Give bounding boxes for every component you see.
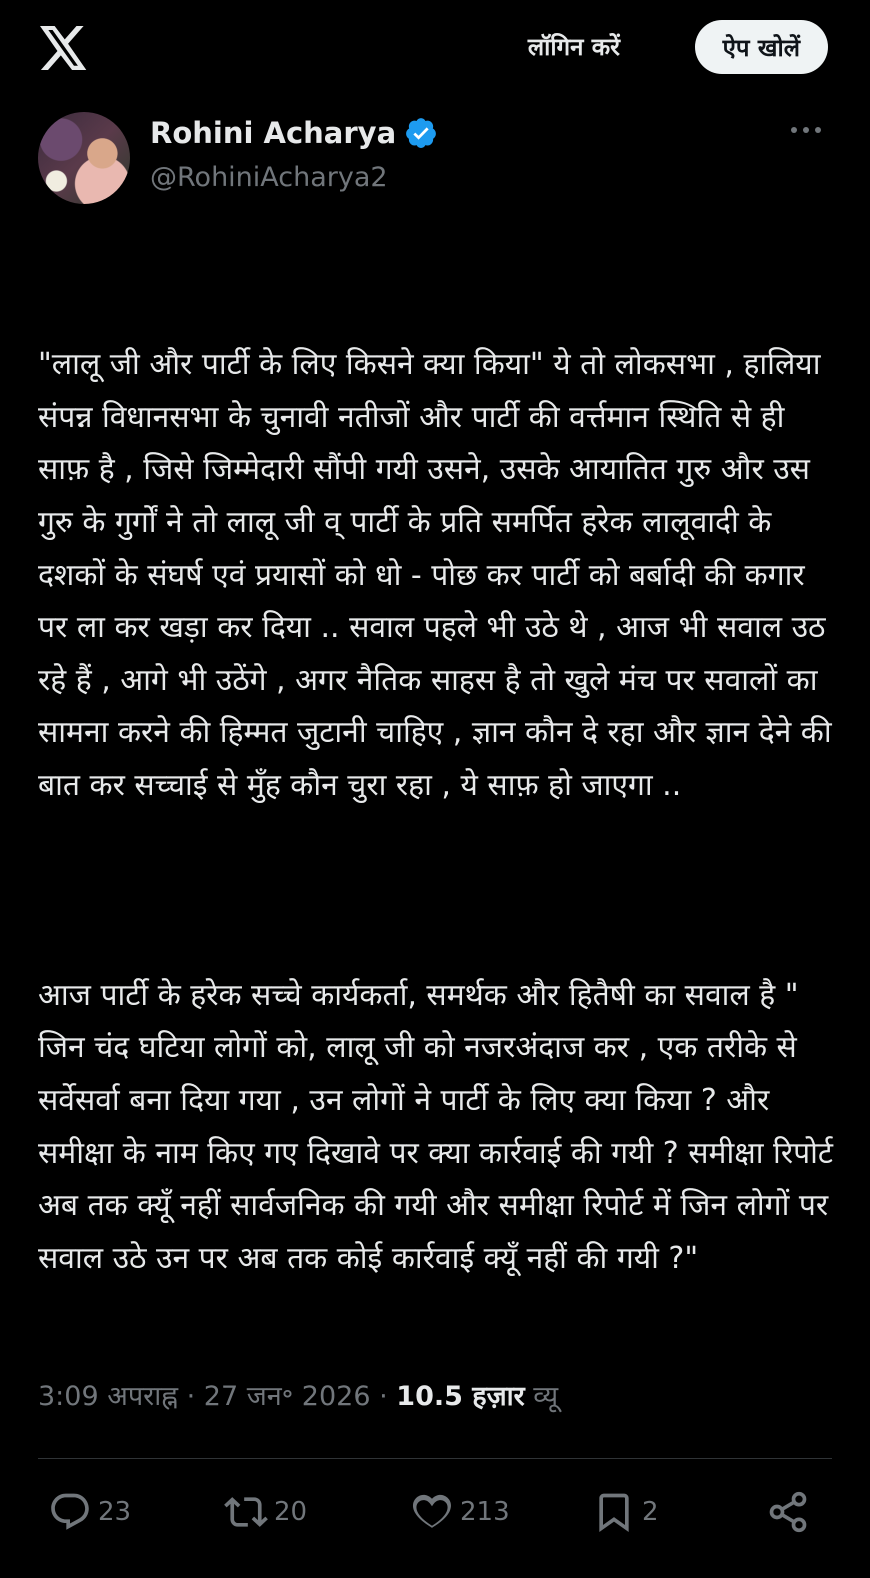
author-name[interactable]: Rohini Acharya — [150, 116, 397, 150]
tweet-time[interactable]: 3:09 अपराह्न — [38, 1381, 179, 1412]
repost-icon — [224, 1490, 268, 1534]
bookmark-button[interactable] — [592, 1490, 659, 1534]
open-app-button[interactable]: ऐप खोलें — [695, 20, 828, 74]
avatar[interactable] — [38, 112, 130, 204]
reply-button[interactable] — [48, 1490, 131, 1534]
share-icon — [766, 1490, 810, 1534]
tweet-text — [38, 234, 843, 1338]
reply-count: 23 — [98, 1497, 132, 1527]
tweet-date[interactable]: 27 जन॰ 2026 — [203, 1381, 371, 1412]
meta-separator: · — [178, 1381, 204, 1412]
like-button[interactable] — [410, 1490, 510, 1534]
views-count: 10.5 हज़ार — [396, 1381, 525, 1412]
meta-separator: · — [370, 1381, 397, 1412]
x-logo-icon[interactable] — [40, 26, 88, 70]
login-link[interactable]: लॉगिन करें — [527, 33, 620, 61]
share-button[interactable] — [766, 1490, 810, 1534]
tweet-paragraph: "लालू जी और पार्टी के लिए किसने क्या किया" ये तो लोकसभा , हालिया संपन्न विधानसभा के चुनावी नतीजों और पार्टी की वर्त्तमान स्थिति से ही साफ़ है , जिसे जिम्मेदारी सौंपी गयी उसने, उसके आयातित गुरु और उस गुरु के गुर्गों ने तो लालू जी व् पार्टी के प्रति समर्पित हरेक लालूवादी के दशकों के संघर्ष एवं प्रयासों को धो - पोछ कर पार्टी को बर्बादी की कगार पर ला कर खड़ा कर दिया .. सवाल पहले भी उठे थे , आज भी सवाल उठ रहे हैं , आगे भी उठेंगे , अगर नैतिक साहस है तो खुले मंच पर सवालों का सामना करने की हिम्मत जुटानी चाहिए , ज्ञान कौन दे रहा और ज्ञान देने की बात कर सच्चाई से मुँह कौन चुरा रहा , ये साफ़ हो जाएगा .. — [38, 347, 842, 803]
repost-count: 20 — [274, 1497, 308, 1527]
more-options-icon[interactable] — [788, 120, 824, 140]
tweet-paragraph: आज पार्टी के हरेक सच्चे कार्यकर्ता, समर्थक और हितैषी का सवाल है " जिन चंद घटिया लोगों को, लालू जी को नजरअंदाज कर , एक तरीके से सर्वेसर्वा बना दिया गया , उन लोगों ने पार्टी के लिए क्या किया ? और समीक्षा के नाम किए गए दिखावे पर क्या कार्रवाई की गयी ? समीक्षा रिपोर्ट अब तक क्यूँ नहीं सार्वजनिक की गयी और समीक्षा रिपोर्ट में जिन लोगों पर सवाल उठे उन पर अब तक कोई कार्रवाई क्यूँ नहीं की गयी ?" — [38, 977, 843, 1276]
reply-icon — [48, 1490, 92, 1534]
tweet-header — [38, 110, 832, 210]
author-name-row — [150, 116, 438, 150]
author-handle[interactable]: @RohiniAcharya2 — [150, 162, 388, 193]
like-count: 213 — [460, 1497, 510, 1527]
views-label: व्यू — [524, 1381, 559, 1412]
heart-icon — [410, 1490, 454, 1534]
action-bar — [38, 1490, 832, 1540]
repost-button[interactable] — [224, 1490, 307, 1534]
bookmark-count: 2 — [642, 1497, 659, 1527]
tweet-meta — [38, 1376, 558, 1413]
top-bar — [0, 0, 870, 96]
divider — [38, 1458, 832, 1459]
verified-badge-icon — [404, 116, 438, 150]
bookmark-icon — [592, 1490, 636, 1534]
